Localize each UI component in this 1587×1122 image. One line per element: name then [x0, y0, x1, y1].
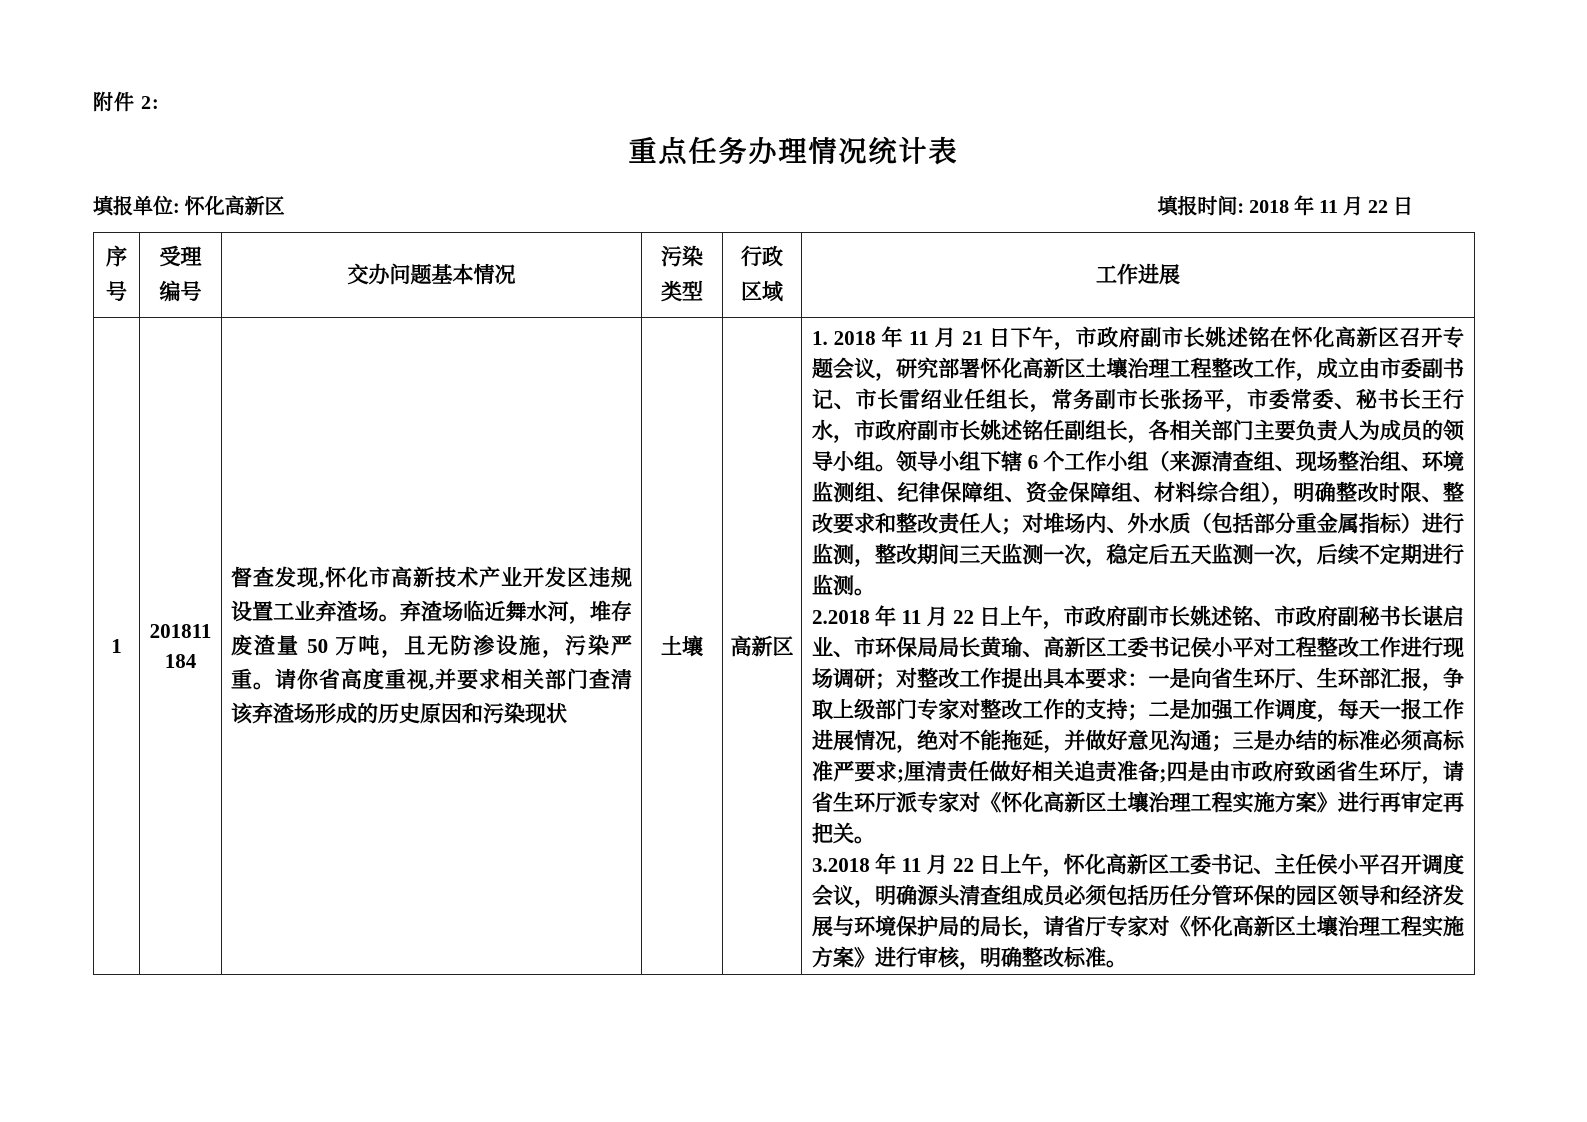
reporting-time-label: 填报时间: 2018 年 11 月 22 日: [1157, 196, 1413, 218]
page-title: 重点任务办理情况统计表: [628, 137, 959, 168]
cell-pollution-type: 土壤: [642, 318, 723, 975]
report-meta-row: [93, 190, 1413, 219]
header-case-no: 受理编号: [140, 233, 222, 318]
table-row: [94, 318, 1475, 975]
statistics-table: [93, 232, 1475, 975]
cell-seq-number: 1: [94, 318, 140, 975]
cell-region: 高新区: [723, 318, 802, 975]
table-header-row: [94, 233, 1475, 318]
header-progress: 工作进展: [802, 233, 1475, 318]
header-issue: 交办问题基本情况: [222, 233, 642, 318]
cell-work-progress: [802, 318, 1475, 975]
attachment-label: 附件 2:: [93, 92, 160, 114]
progress-item-3: 3.2018 年 11 月 22 日上午，怀化高新区工委书记、主任侯小平召开调度会议，明确源头清查组成员必须包括历任分管环保的园区领导和经济发展与环境保护局的局长，请省厅专家对《怀化高新区土壤治理工程实施方案》进行审核，明确整改标准。: [812, 853, 1464, 970]
cell-case-number: [140, 318, 222, 975]
header-region: 行政区域: [723, 233, 802, 318]
header-pollution-type: 污染类型: [642, 233, 723, 318]
header-seq: 序号: [94, 233, 140, 318]
cell-issue-description: 督查发现,怀化市高新技术产业开发区违规设置工业弃渣场。弃渣场临近舞水河，堆存废渣量 50 万吨，且无防渗设施，污染严重。请你省高度重视,并要求相关部门查清该弃渣场形成的历史原因和污染现状: [222, 318, 642, 975]
progress-item-1: 1. 2018 年 11 月 21 日下午，市政府副市长姚述铭在怀化高新区召开专题会议，研究部署怀化高新区土壤治理工程整改工作，成立由市委副书记、市长雷绍业任组长，常务副市长张扬平，市委常委、秘书长王行水，市政府副市长姚述铭任副组长，各相关部门主要负责人为成员的领导小组。领导小组下辖 6 个工作小组（来源清查组、现场整治组、环境监测组、纪律保障组、资金保障组、材料综合组），明确整改时限、整改要求和整改责任人；对堆场内、外水质（包括部分重金属指标）进行监测，整改期间三天监测一次，稳定后五天监测一次，后续不定期进行监测。: [812, 326, 1464, 598]
case-number-value: 201811184: [149, 619, 212, 673]
reporting-unit-label: 填报单位: 怀化高新区: [93, 196, 285, 218]
progress-item-2: 2.2018 年 11 月 22 日上午，市政府副市长姚述铭、市政府副秘书长谌启业、市环保局局长黄瑜、高新区工委书记侯小平对工程整改工作进行现场调研；对整改工作提出具本要求：一是向省生环厅、生环部汇报，争取上级部门专家对整改工作的支持；二是加强工作调度，每天一报工作进展情况，绝对不能拖延，并做好意见沟通；三是办结的标准必须高标准严要求;厘清责任做好相关追责准备;四是由市政府致函省生环厅，请省生环厅派专家对《怀化高新区土壤治理工程实施方案》进行再审定再把关。: [812, 605, 1464, 846]
